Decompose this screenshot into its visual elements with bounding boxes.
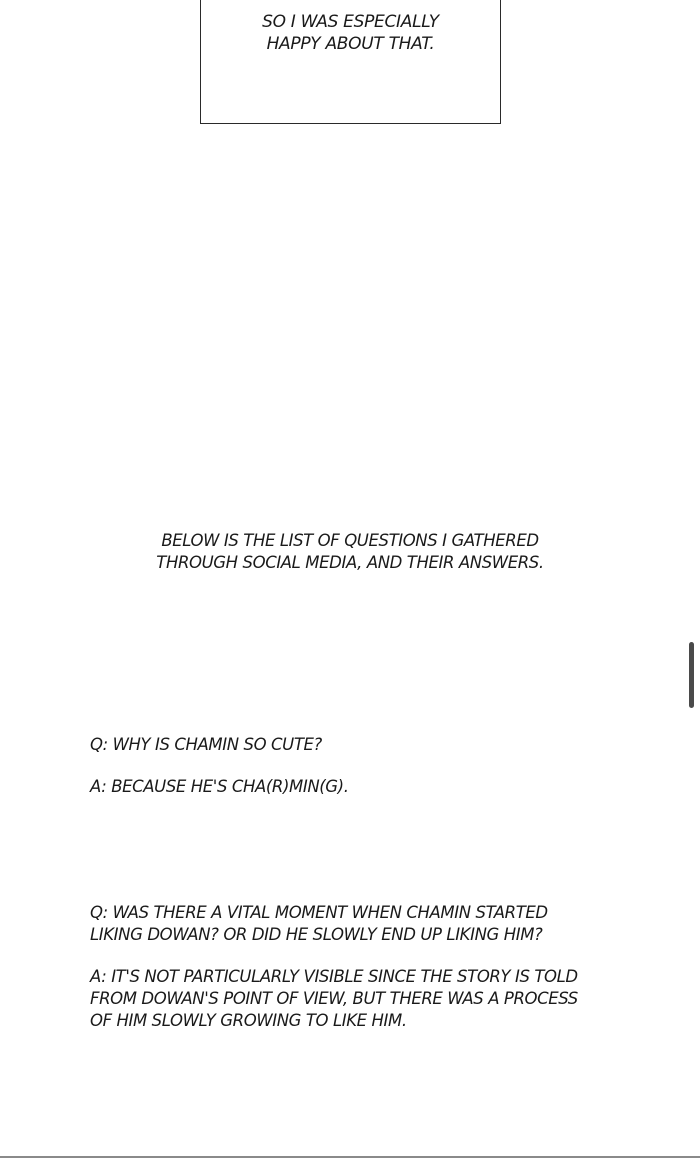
speech-box [200,0,501,124]
speech-box-text: SO I WAS ESPECIALLY HAPPY ABOUT THAT. [262,12,439,54]
bottom-divider [0,1156,700,1158]
question-2: Q: WAS THERE A VITAL MOMENT WHEN CHAMIN STARTED LIKING DOWAN? OR DID HE SLOWLY END UP LIKING HIM? [90,903,548,944]
answer-1: A: BECAUSE HE'S CHA(R)MIN(G). [90,777,349,796]
intro-text: BELOW IS THE LIST OF QUESTIONS I GATHERED THROUGH SOCIAL MEDIA, AND THEIR ANSWERS. [156,531,544,572]
question-1: Q: WHY IS CHAMIN SO CUTE? [90,735,322,754]
scrollbar-thumb[interactable] [689,642,694,708]
answer-2: A: IT'S NOT PARTICULARLY VISIBLE SINCE THE STORY IS TOLD FROM DOWAN'S POINT OF VIEW, BUT THERE WAS A PROCESS OF HIM SLOWLY GROWING TO LIKE HIM. [90,967,578,1030]
